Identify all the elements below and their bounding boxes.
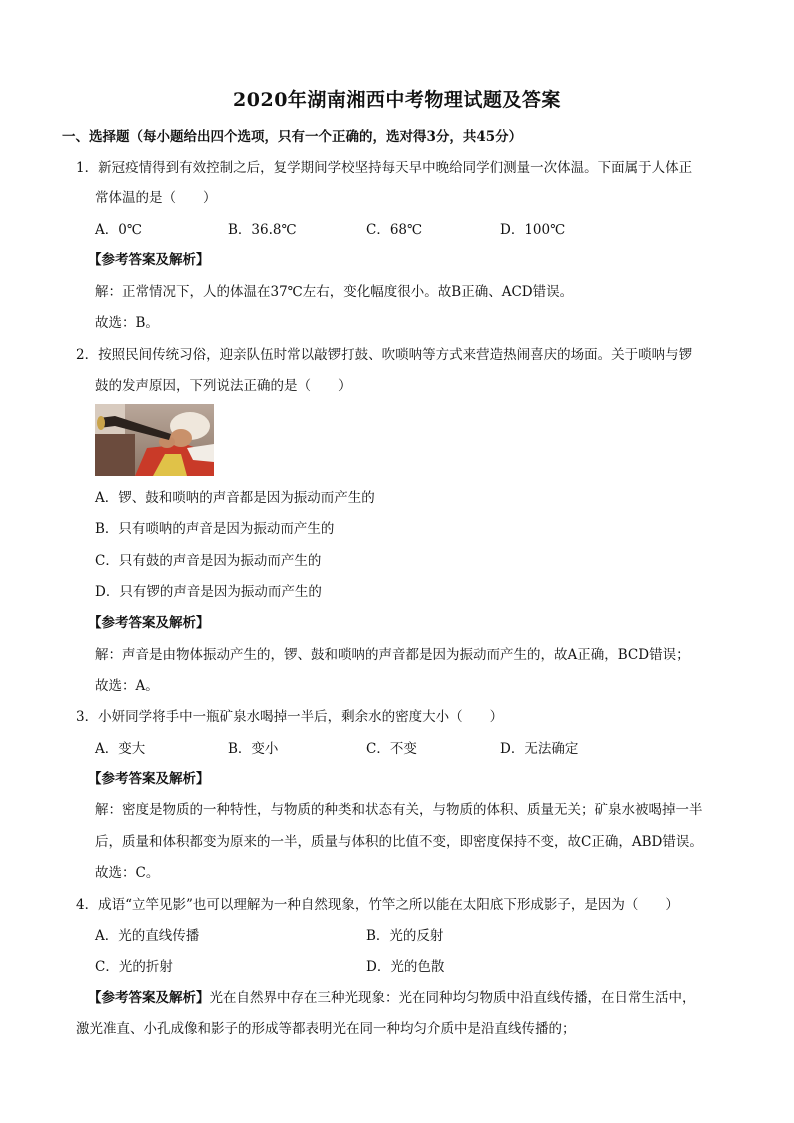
q1-option-a: A．0℃ [95,222,142,238]
q4-option-c: C．光的折射 [95,959,173,975]
q2-explanation: 解：声音是由物体振动产生的，锣、鼓和唢呐的声音都是因为振动而产生的，故A正确，BCD错误； [95,647,690,663]
q1-answer-label: 【参考答案及解析】 [88,252,210,268]
q1-stem-line2: 常体温的是（ ） [95,190,217,206]
q1-explanation: 解：正常情况下，人的体温在37℃左右，变化幅度很小。故B正确、ACD错误。 [95,284,574,300]
q4-explanation-line2: 激光准直、小孔成像和影子的形成等都表明光在同一种均匀介质中是沿直线传播的； [76,1021,576,1037]
q1-stem-line1: 1．新冠疫情得到有效控制之后，复学期间学校坚持每天早中晚给同学们测量一次体温。下面属于人体正 [76,160,693,176]
q3-explanation-line2: 后，质量和体积都变为原来的一半，质量与体积的比值不变，即密度保持不变，故C正确，ABD错误。 [95,834,703,850]
q1-option-b: B．36.8℃ [228,222,297,238]
q3-option-b: B．变小 [228,741,279,757]
section-heading: 一、选择题（每小题给出四个选项，只有一个正确的，选对得3分，共45分） [62,129,523,145]
suona-player-photo [95,404,214,476]
q4-answer-line1 [88,989,696,1007]
q4-option-d: D．光的色散 [366,959,445,975]
q1-option-c: C．68℃ [366,222,423,238]
q2-answer-label: 【参考答案及解析】 [88,615,210,631]
q1-option-d: D．100℃ [500,222,566,238]
q4-option-a: A．光的直线传播 [95,928,200,944]
q3-option-a: A．变大 [95,741,146,757]
q1-choice: 故选：B。 [95,315,159,331]
q2-option-a: A．锣、鼓和唢呐的声音都是因为振动而产生的 [95,490,375,506]
q4-answer-label: 【参考答案及解析】 [88,990,210,1006]
suona-player-image [95,404,214,476]
q3-explanation-line1: 解：密度是物质的一种特性，与物质的种类和状态有关，与物质的体积、质量无关；矿泉水被喝掉一半 [95,802,703,818]
q3-option-d: D．无法确定 [500,741,579,757]
q3-option-c: C．不变 [366,741,417,757]
page-title: 2020年湖南湘西中考物理试题及答案 [233,89,561,111]
q2-stem-line2: 鼓的发声原因，下列说法正确的是（ ） [95,378,352,394]
q2-choice: 故选：A。 [95,678,159,694]
q3-choice: 故选：C。 [95,865,160,881]
q4-explanation-line1: 光在自然界中存在三种光现象：光在同种均匀物质中沿直线传播，在日常生活中， [209,990,696,1006]
q4-option-b: B．光的反射 [366,928,444,944]
q2-option-d: D．只有锣的声音是因为振动而产生的 [95,584,322,600]
q2-stem-line1: 2．按照民间传统习俗，迎亲队伍时常以敲锣打鼓、吹唢呐等方式来营造热闹喜庆的场面。关于唢呐与锣 [76,347,693,363]
q4-stem-line1: 4．成语“立竿见影”也可以理解为一种自然现象，竹竿之所以能在太阳底下形成影子，是因为（ ） [76,897,679,913]
q3-answer-label: 【参考答案及解析】 [88,771,210,787]
q2-option-c: C．只有鼓的声音是因为振动而产生的 [95,553,322,569]
q3-stem-line1: 3．小妍同学将手中一瓶矿泉水喝掉一半后，剩余水的密度大小（ ） [76,709,504,725]
q2-option-b: B．只有唢呐的声音是因为振动而产生的 [95,521,335,537]
